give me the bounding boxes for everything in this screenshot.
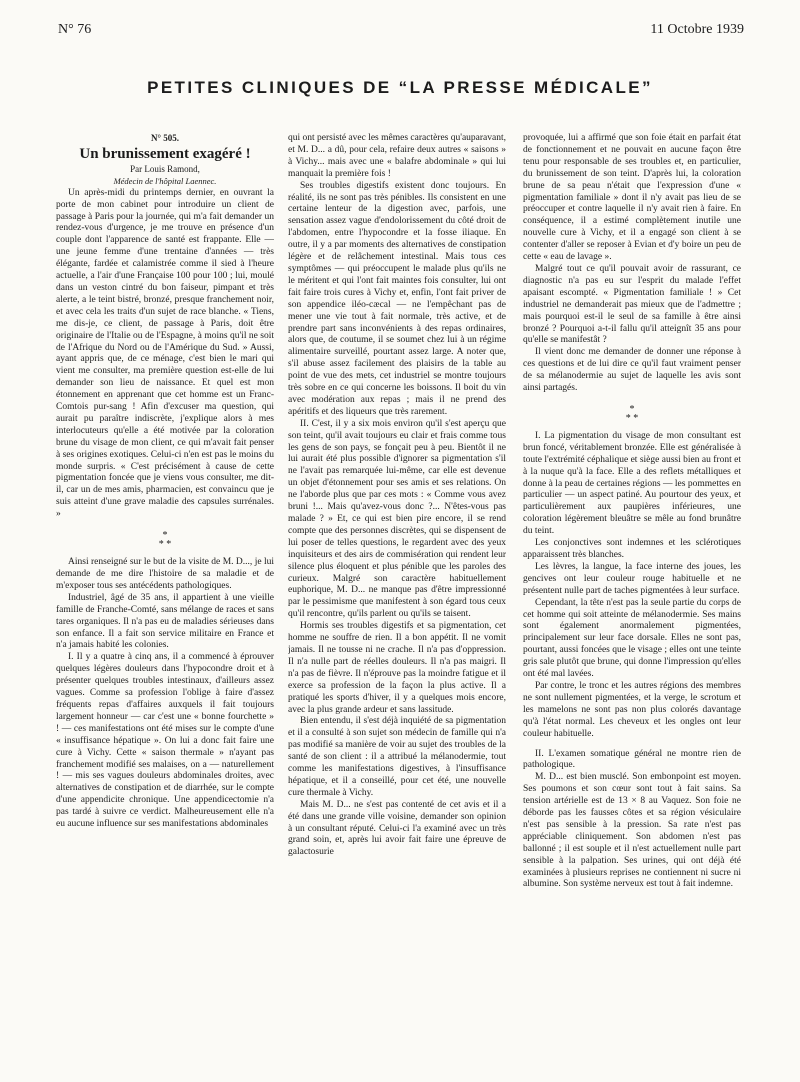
- paragraph: I. La pigmentation du visage de mon consultant est brun foncé, véritablement bronzée. Elle est généralisée à toute l'extrémité céphalique et siège aussi bien au front et à la nuque qu'à la face. Elle a des reflets métalliques et donne à la peau de certaines régions — les pommettes en particulier — un aspect patiné. Au pourtour des yeux, et particulièrement aux paupières inférieures, une coloration légèrement bleuâtre se mêle au fond brunâtre du teint.: [523, 430, 741, 537]
- article-number: N° 505.: [150, 133, 180, 143]
- article-title: Un brunissement exagéré !: [79, 145, 251, 162]
- article-columns: [56, 133, 750, 1073]
- column-1: [56, 133, 274, 1073]
- paragraph: Les conjonctives sont indemnes et les sclérotiques apparaissent très blanches.: [523, 538, 741, 560]
- paragraph: Par contre, le tronc et les autres régions des membres ne sont nullement pigmentées, et la verge, le scrotum et les mamelons ne sont pas non plus colorés davantage qu'à l'état normal. Les cheveux et les ongles ont leur couleur habituelle.: [523, 680, 741, 739]
- paragraph: provoquée, lui a affirmé que son foie était en parfait état de fonctionnement et ne pouvait en aucune façon être tenu pour responsable de ses troubles et, en particulier, du brunissement de son teint. D'après lui, la coloration brune de sa peau n'était que l'expression d'une « pigmentation familiale » dont il n'y avait pas lieu de se préoccuper et contre laquelle il n'y avait rien à faire. En conséquence, il a estimé complètement inutile une nouvelle cure à Vichy, et il a engagé son client à se contenter d'aller se reposer à Evian et d'y boire un peu de cette « eau de lavage ».: [523, 133, 741, 263]
- paragraph: I. Il y a quatre à cinq ans, il a commencé à éprouver quelques légères douleurs dans l'hypocondre droit et à présenter quelques troubles intestinaux, d'ailleurs assez vagues. Comme sa profession l'oblige à faire d'assez fréquents repas d'affaires auxquels il fait toujours largement honneur — car c'est une « bonne fourchette » ! — ces manifestations ont été mises sur le compte d'une « insuffisance hépatique ». On lui a donc fait faire une cure à Vichy. Cette « saison thermale » n'ayant pas franchement modifié ses malaises, on a — naturellement ! — mis ses vagues douleurs abdominales droites, avec alternatives de constipation et de diarrhée, sur le compte d'une appendicite chronique. Une appendicectomie n'a pas tardé à suivre ce verdict. Malheureusement elle n'a eu aucune influence sur ses manifestations abdominales: [56, 652, 274, 830]
- paragraph: Ainsi renseigné sur le but de la visite de M. D..., je lui demande de me dire l'histoire de sa maladie et de m'exposer tous ses antécédents pathologiques.: [56, 557, 274, 591]
- paragraph: Ses troubles digestifs existent donc toujours. En réalité, ils ne sont pas très pénibles. Ils consistent en une certaine lenteur de la digestion avec, parfois, une sensation assez vague d'endolorissement du côté droit de l'abdomen, entre l'hypocondre et la fosse iliaque. En outre, il y a par moments des alternatives de constipation légère et de relâchement intestinal. Mais tous ces symptômes — qui préoccupent le malade plus qu'ils ne le méritent et qui l'ont fait maintes fois consulter, lui ont fait faire trois cures à Vichy et, enfin, l'ont fait priver de son appendice iléo-cæcal — ne l'empêchant pas de mener une vie tout à fait normale, très active, et de prendre part sans inconvénients à des repas ordinaires, alors que, de coutume, il se soumet chez lui à un régime alimentaire surveillé, pourtant assez large. A noter que, s'il abuse assez facilement des plaisirs de la table au point de vue des mets, cet industriel se montre toujours très sobre en ce qui concerne les boissons. Il boit du vin avec modération aux repas ; mais il ne prend des apéritifs et des liqueurs que très rarement.: [288, 180, 506, 417]
- paragraph: Mais M. D... ne s'est pas contenté de cet avis et il a été dans une grande ville voisine, demander son opinion à un consultant réputé. Celui-ci l'a examiné avec un très grand soin, et, après lui avoir fait faire une épreuve de galactosurie: [288, 799, 506, 858]
- paragraph: Hormis ses troubles digestifs et sa pigmentation, cet homme ne souffre de rien. Il a bon appétit. Il ne vomit jamais. Il ne tousse ni ne crache. Il n'a pas d'oppression. Il n'a nulle part de réelles douleurs. Il n'a pas maigri. Il n'a pas de fièvre. Il n'éprouve pas la moindre fatigue et il exerce sa profession de la façon la plus active. Il a pratiqué les sports d'hiver, il y a quelques mois encore, avec la plus grande ardeur et sans lassitude.: [288, 621, 506, 715]
- paragraph: Bien entendu, il s'est déjà inquiété de sa pigmentation et il a consulté à son sujet son médecin de famille qui n'a pas modifié sa manière de voir au sujet des troubles de la santé de son client : il a attribué la mélanodermie, tout comme les manifestations digestives, à l'insuffisance hépatique, et il a conseillé, pour cet été, une nouvelle cure thermale à Vichy.: [288, 716, 506, 798]
- author-byline: Par Louis Ramond,: [130, 163, 200, 174]
- column-3: [523, 133, 741, 1073]
- paragraph: II. C'est, il y a six mois environ qu'il s'est aperçu que son teint, qu'il avait toujours eu clair et frais comme tous les gens de son pays, se fonçait peu à peu. Bientôt il ne lui aurait été plus possible d'ignorer sa pigmentation s'il ne l'avait pas remarquée lui-même, car elle est devenue un objet d'étonnement pour ses amis et ses relations. On ne l'aborde plus que par ces mots : « Comme vous avez bruni !... Mais qu'avez-vous donc ?... N'êtes-vous pas malade ? » Et, ce qui est bien pire encore, il se rend compte que des personnes discrètes, qui se dispensent de lui poser de telles questions, le regardent avec des yeux inquisiteurs et des airs de commisération qui rendent leur silence plus éloquent et plus pénible que les paroles des curieux. Malgré son caractère habituellement euphorique, M. D... ne manque pas d'être impressionné par le pessimisme que manifestent à son égard tous ceux qu'il rencontre, qu'ils parlent ou qu'ils se taisent.: [288, 418, 506, 620]
- paragraph: Cependant, la tête n'est pas la seule partie du corps de cet homme qui soit atteinte de mélanodermie. Ses mains sont également anormalement pigmentées, principalement sur leur face dorsale. Elles ne sont pas, pourtant, aussi foncées que le visage ; elles ont une teinte gris sale plutôt que brune, qui donne l'impression qu'elles ont été mal lavées.: [523, 597, 741, 680]
- paragraph: II. L'examen somatique général ne montre rien de pathologique.: [523, 748, 741, 771]
- section-separator: * * *: [158, 530, 172, 551]
- issue-date: 11 Octobre 1939: [650, 22, 744, 37]
- author-affiliation: Médecin de l'hôpital Laennec.: [113, 175, 217, 186]
- page-number: N° 76: [58, 22, 92, 37]
- column-2: [288, 133, 506, 1073]
- paragraph: Industriel, âgé de 35 ans, il appartient à une vieille famille de Franche-Comté, sans mélange de races et sans tares organiques. Il n'a pas eu de maladies sérieuses dans son enfance. Il a fait son service militaire en France et n'a jamais habité les colonies.: [56, 592, 274, 651]
- paragraph: Les lèvres, la langue, la face interne des joues, les gencives ont leur couleur rouge habituelle et ne présentent nulle part de taches pigmentées à leur surface.: [523, 561, 741, 596]
- paragraph: Il vient donc me demander de donner une réponse à ces questions et de lui dire ce qu'il faut vraiment penser de sa mélanodermie au sujet de laquelle les avis sont ainsi partagés.: [523, 347, 741, 394]
- masthead-title: PETITES CLINIQUES DE “LA PRESSE MÉDICALE”: [147, 78, 653, 97]
- paragraph: Un après-midi du printemps dernier, en ouvrant la porte de mon cabinet pour introduire un client de passage à Paris pour la journée, qui m'a fait demander un rendez-vous d'urgence, je me trouve en présence d'un couple dont l'apparence de santé est frappante. Elle — une jeune femme d'une trentaine d'années — très élégante, fardée et calamistrée comme il sied à l'heure actuelle, a l'air d'une Française 100 pour 100 ; lui, moulé dans un veston cintré du bon faiseur, pimpant et très alerte, a le teint bistré, bronzé, presque franchement noir, et avec cela les traits d'un sujet de race blanche. « Tiens, me dis-je, ce client, de passage à Paris, doit être originaire de l'Italie ou de l'Espagne, à moins qu'il ne soit de l'Afrique du Nord ou de l'Amérique du Sud. » Aussi, ayant appris que, de ce ménage, c'est bien le mari qui vient me consulter, ma première question est-elle de lui demander son lieu de naissance. Et quel est mon étonnement en apprenant que cet homme est un Franc-Comtois pur-sang ! Afin d'excuser ma question, qui aurait pu paraître indiscrète, j'explique alors à mes interlocuteurs qu'elle a été motivée par la coloration brune du visage de mon client, ce qui m'avait fait penser à ses origines exotiques. Celui-ci n'en est pas le moins du monde surpris. « C'est précisément à cause de cette pigmentation foncée que je viens vous consulter, me dit-il, car un de mes amis, pharmacien, est convaincu que je suis atteint d'une grave maladie des capsules surrénales. »: [56, 187, 274, 520]
- section-separator: * * *: [625, 403, 639, 424]
- paragraph: qui ont persisté avec les mêmes caractères qu'auparavant, et M. D... a dû, pour cela, refaire deux autres « saisons » à Vichy... mais avec une « balafre abdominale » qui lui manquait la première fois !: [288, 133, 506, 179]
- paragraph: M. D... est bien musclé. Son embonpoint est moyen. Ses poumons et son cœur sont tout à fait sains. Sa tension artérielle est de 13 × 8 au Vaquez. Son foie ne déborde pas les fausses côtes et sa région vésiculaire n'est pas sensible à la pression. Sa rate n'est pas appréciable cliniquement. Son abdomen n'est pas ballonné ; il est souple et il n'est actuellement nulle part sensible à la palpation. Ses urines, qui ont déjà été examinées à plusieurs reprises ne contiennent ni sucre ni albumine. Son système nerveux est tout à fait indemne.: [523, 772, 741, 890]
- paragraph: Malgré tout ce qu'il pouvait avoir de rassurant, ce diagnostic n'a pas eu sur l'esprit du malade l'effet apaisant escompté. « Pigmentation familiale ! » Cet industriel ne demanderait pas mieux que de l'admettre ; mais pourquoi est-il le seul de sa famille à être ainsi bronzé ? Pourquoi a-t-il fallu qu'il atteignît 35 ans pour qu'elle se manifestât ?: [523, 263, 741, 346]
